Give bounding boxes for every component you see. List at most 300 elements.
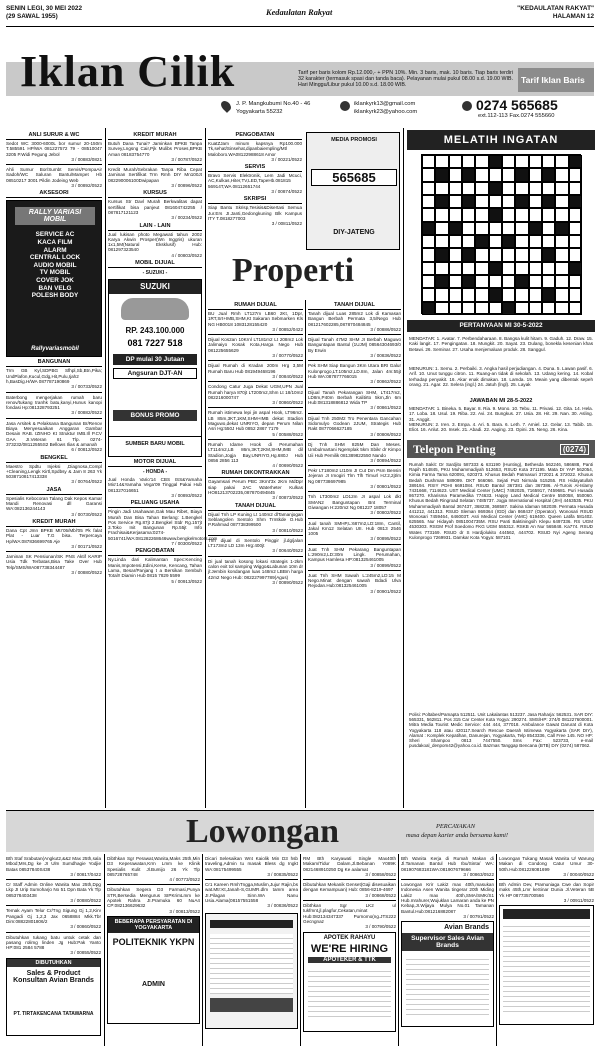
crossword-cell [475, 208, 488, 221]
crossword-cell [489, 275, 502, 288]
col-divider [202, 854, 203, 1046]
ad-code: 3 / 00858/0522 [365, 871, 396, 877]
lowongan-banner [6, 810, 594, 852]
crossword-cell [569, 288, 582, 301]
ad-code: 3 / 00836/0522 [370, 353, 401, 359]
section-subtitle: - HONDA - [142, 469, 168, 476]
crossword-cell [435, 248, 448, 261]
col-divider [403, 128, 404, 808]
crossword-cell [515, 168, 528, 181]
ad-code: 3 / 00817/0422 [70, 871, 101, 877]
ad-code: 3 / 00764/0522 [71, 479, 102, 485]
col-divider [305, 300, 306, 808]
crossword-cell [515, 195, 528, 208]
media-promosi-ad [306, 132, 400, 250]
classified-ad: Dibthkan Sgr LK2 ul tukfmnt,jl.plagfur,Cekatan,minat Hub:082134347337 Purnomo(ng.JTS222 Gecngnaz [303, 903, 396, 924]
crossword-cell [462, 235, 475, 248]
crossword-cell [502, 262, 515, 275]
crossword-cell [502, 195, 515, 208]
crossword-cell [569, 235, 582, 248]
ad-code: 3 / 00899/0522 [370, 562, 401, 568]
job-ad-box [205, 913, 298, 1029]
ad-code: 3 / 00171/0522 [71, 543, 102, 549]
page-header [6, 3, 594, 27]
classified-ad: Dijual Tnh 250M2 Tro Penentara Gancahan Sidomulyo Godean 2JUM, Strategis Hub Rakt 0877066627185 [308, 415, 401, 432]
ad-code: 3 / 00880/0522 [70, 898, 101, 904]
classified-ad: Bravo Servis Elektronik, Lem Jadi Mcuci, AC,Kulkas,Hiter,TV,LED,TapeHb.081815 56914T,WA 08112651744 [208, 173, 302, 189]
section-title: KURSUS [108, 190, 202, 198]
classified-ad: Jual lukisan photo Megawati tahun 2002 Karya Akwin Prosper(Wn Inggris) ukuran 1x1,5M(Natural Eksklusif) Hub: 081297323540 [108, 231, 202, 253]
column-2 [108, 130, 218, 808]
classified-ad: Dibutuhkan Mekanik Genset(Gaji disesuaikan dengan Kemampuan) Hub: 0856-8219-4697 [303, 882, 396, 893]
lowongan-title: Lowongan [186, 813, 340, 850]
crossword-cell [422, 262, 435, 275]
crossword-cell [422, 222, 435, 235]
crossword-cell [422, 155, 435, 168]
classified-ad: Dijual Kos2an 10Krnl LT181m2 Lt 208m2 Lok Jalimaiyo Kosak Kota,Harga Nego Hub 081225655629 [208, 337, 303, 353]
poltek-title: POLITEKNIK YKPN [112, 936, 195, 947]
tts-menurun: MENURUN: 1. Semu. 2. Perbaiki. 3. Angka hasil perjudiangan. 4. Duna. 5. Lawan pasif. 6. Arif. 10. Unut tunggu citron. 11. Ruang-an tidak di sekolah. 13. Udang kering. 14. Kobal terhadap penyakit. 16. Akar enak dimakan. 18. Lamda. 19. Meain yang dibentuk sepeh orang. 21. Agar. 22. Selera (ingl.) 24. Jatuh (lngl). 25. Layak [409, 366, 593, 387]
crossword-cell [529, 248, 542, 261]
suzuki-angsuran: Angsuran DJT-AN [113, 368, 197, 379]
crossword-cell [502, 155, 515, 168]
crossword-cell [435, 182, 448, 195]
classified-ad: Dibutuhkan Segera D3 Farmasi,Punya STR,Bersedia Mengurus SIPKrimLmm ke Apotek Rahra JI.Pramuka 60 NuA4 CP:082136629632 [107, 887, 200, 909]
classified-ad: Cr Staff Admin Online Wanita Max 25th,Dpg Lkp JI Urip Sumoharjo No 51 Dpn Bata Yk Tlp 085378403438 [6, 882, 101, 898]
avian-supervisor-ad [401, 921, 494, 1027]
classified-ad: Tanah dijual Luas 285m2 Lok di Kamasan Bangun Berbah Permata 3,5/Nego Hub 081217602285,087870484845 [308, 311, 401, 327]
crossword-cell [475, 195, 488, 208]
section-title: ANLI SURUR & WC [6, 132, 102, 140]
crossword-cell [529, 182, 542, 195]
classified-ad: Pek SHM Siap Bangun 3Km Utara BRI Galur Kulonprogo,LT.105m2,LD.8m, Jalan 4m:55jt Hub WA:087877766015 [308, 363, 401, 379]
section-title: RUMAH DIKONTRAKKAN [208, 470, 303, 478]
ad-code: 3 / 00868/0522 [365, 892, 396, 898]
crossword-cell [555, 155, 568, 168]
crossword-cell [542, 248, 555, 261]
ad-code: 3 / 00806/0522 [370, 431, 401, 437]
address-line-1: J. P. Mangkubumi No.40 - 46 [236, 101, 311, 107]
ad-code: 5 / 00913/0522 [171, 578, 202, 584]
suzuki-logo: SUZUKI [109, 280, 201, 294]
crossword-cell [529, 302, 542, 315]
crossword-cell [422, 275, 435, 288]
classified-ad: Lowongan Krir Laki2 max 40th,masukan Indonesia Asen Wanita tingerar 20th Miding Laki2 max 40th,SMA/SMK/S1 Hub.mrahurer,Wujuklan Lamaran anda ke PN Kebap,JI.Wijaya Mulya No.01 Tamanan Bantul.Hub:081216882087 [401, 882, 494, 914]
classified-ad: Kursus Str Davl Murah Berkwalitas dapat sertifikat bisa panjeut 081604742255 / 087817121123 [108, 199, 202, 215]
crossword-cell [489, 248, 502, 261]
classified-ad: Gayamsari Perum PBC 3Kmt'3x 2Km MdDpr siap pakai 2AC Waterheter Kulkas HO81213702235,087870494845 [208, 479, 303, 496]
section-title: PELUANG USAHA [108, 500, 202, 508]
issue-date: SENIN LEGI, 30 MEI 2022 [6, 5, 83, 12]
ad-code: 3 / 00840/0522 [272, 373, 303, 379]
classified-ad: Juat Tnh SHM Pekarang Banguntapan L:290m2,LD:30m Lingk. Perumahan, Kampus Hamlesa HP:081325461005 [308, 546, 401, 563]
apotek-name: APOTEK RAHAYU [323, 934, 376, 941]
ad-code: 3 / 00892/0522 [71, 183, 102, 189]
classified-ad: Dijual Tanah 47M2 SHM JI Berbah Maguwo Banguntapan Bantul (1UJM) 08564304693/0 By Erwin [308, 337, 401, 353]
ad-code: 3 / 00733/0522 [71, 384, 102, 390]
crossword-cell [569, 168, 582, 181]
crossword-cell [435, 288, 448, 301]
avian-brand: Avian Brands [444, 924, 489, 932]
banner-phone: 0274 565685 [476, 97, 558, 113]
crossword-cell [462, 195, 475, 208]
crossword-cell [462, 222, 475, 235]
crossword-cell [569, 182, 582, 195]
crossword-cell [502, 235, 515, 248]
avian-company: PT. TIRTAKENCANA TATAWARNA [13, 1010, 94, 1017]
classified-ad: Dj Tnh SHM 825M Dan Meses. Umbulmartani Ngemplak 5km Sbikr dr Kimpo Uii Hub Pemilik 081389822550 Nando [308, 441, 401, 458]
column-3 [208, 130, 302, 250]
crossword-cell [502, 182, 515, 195]
page-number: HALAMAN 12 [552, 13, 594, 20]
ad-code: 3 / 00882/0522 [71, 410, 102, 416]
crossword-cell [449, 262, 462, 275]
crossword-cell [435, 222, 448, 235]
crossword-cell [449, 208, 462, 221]
crossword-cell [489, 302, 502, 315]
ad-code: 3 / 00790/0522 [365, 924, 396, 930]
ad-code: 6 / 00812/0522 [71, 447, 102, 453]
classified-ad: Maestro Spdtu Injeksi ,Diagnosa,Compl +Cleaning,Lengk Kirtl,Spdbsy & Jam 8 263 Yk 5038710817413338 [6, 463, 102, 480]
crossword-cell [542, 288, 555, 301]
crossword-cell [515, 248, 528, 261]
ad-code: 3 / 00861/0522 [370, 405, 401, 411]
lowongan-tag2: masa depan karier anda bersama kami! [406, 832, 509, 839]
crossword-cell [449, 168, 462, 181]
ad-code: 3 / 00890/0522 [272, 579, 303, 585]
classified-ad: Pingin Jadi Usahawan,Gak Mau Ribet, Biaya Murah Dan Bisa Tahan Berlang: 1.Bengkel Pos Service Rg.87jt 2.Bengkel Stdr Rg.157jt 3.Toko Init Bangunan Rp.55jt Info Frachisai&Kerjasama:0274-5016741/WA:081282268646www.bengkelmotors.com [108, 509, 218, 541]
telepon-title: Telepon Penting [413, 442, 496, 456]
crossword-cell [529, 222, 542, 235]
section-subtitle: - SUZUKI - [142, 270, 168, 277]
crossword-cell [555, 168, 568, 181]
crossword-cell [502, 288, 515, 301]
crossword-cell [515, 275, 528, 288]
crossword-cell [449, 275, 462, 288]
crossword-cell [542, 182, 555, 195]
poltek-admin: ADMIN [142, 980, 165, 988]
crossword-cell [489, 195, 502, 208]
crossword-cell [489, 155, 502, 168]
crossword-cell [422, 288, 435, 301]
tts-subtitle: PERTANYAAN MI 30-5-2022 [407, 320, 595, 332]
ad-code: 3 / 00911/0522 [563, 898, 594, 904]
rally-logo: RALLY VARIASI MOBIL [15, 207, 95, 225]
classified-ad: Jasa Arsitek & Pelaksana Bangunan Br/Renov Biaya Menyesuaikan Anggaran Gambar Desain RAB. IZINHO Kt Struktur IMB.Ill P.CV GAA JI.Veteran 61 Tlp. 0274-373232/08112555S2 Bellows Ilias & amanah [6, 420, 102, 447]
classified-ad: Ahli Sumur Bor/Sumbt Servis/PompaAir Sadoh/WC Saluran Bantu/Mampet Hb 08510217 3001 Pildin Jodeing Web [6, 167, 102, 183]
classified-ad: Bth Wanita Kerja di Rumah Makan di Jl.Tamanan Bantul Hub Ibu/Sinta/ WA: 081907683181WA:081907679666 [401, 856, 494, 872]
col-divider [105, 128, 106, 808]
ad-code: 4 / 00690/0522 [272, 463, 303, 469]
crossword-cell [435, 208, 448, 221]
crossword-cell [515, 182, 528, 195]
crossword-cell [462, 262, 475, 275]
crossword-cell [542, 262, 555, 275]
poltek-sub: BEBERAPA PERSYARATAN DI YOGYAKARTA [108, 917, 199, 933]
crossword-cell [555, 302, 568, 315]
classified-ad: Bth Admin Dev, Pramuniaga Cwe dan Sopir maks 45th,Lmr keSinar Dunia Jl.Veteran 5B Yk HP 087735700566 [499, 882, 594, 898]
section-title: LAIN - LAIN [108, 223, 202, 231]
crossword-cell [422, 168, 435, 181]
ad-code: 3 / 00883/0821 [71, 156, 102, 162]
ad-code: 3 / 00836/0522 [267, 903, 298, 909]
classified-ad: Jual tanah SMHP,L:687m2,LD:18m, Cantil, Jakal Km12 Selatan UII. Hub 0813 2546 1005 [308, 520, 401, 537]
crossword-cell [529, 168, 542, 181]
rally-variasi-ad [6, 200, 102, 357]
classified-ad: Rumah Idame Hook di Perumahan LT114m2,LB 86m,3KT,2KM,SHM,IMB dil Stadion,Jogja Bay,UNRIYO,Hg.680J Hub 0856 2856 113 [208, 441, 303, 463]
hijri-date: (29 SAWAL 1955) [6, 13, 58, 20]
classified-ad: KuatZJam minum kapsnya Rp100.000 Tk,sehat/Sinsehat,dipanbaiempling/Mtl Maloboro.WA08122988618 Amor [208, 141, 302, 157]
classified-ad: Ny.Linda dari Kalimantan Spec:Kencing Manis,Impotensi,Edini,Kerse, Kencang, Tahan Lama, Besar/Panjang t a Bersikan Sembuh Total!! Diamin Hub 0815 7829 5599 [108, 557, 202, 579]
crossword-cell [449, 195, 462, 208]
ad-code: 3 / 00040/0522 [563, 871, 594, 877]
crossword-grid [421, 154, 581, 314]
avian-sub: DIBUTUHKAN [7, 959, 100, 967]
ad-code: 3 / 00221/0522 [271, 156, 302, 162]
section-title: TANAH DIJUAL [308, 302, 401, 310]
section-title: MOBIL DIJUAL [108, 260, 202, 268]
crossword-cell [569, 302, 582, 315]
crossword-cell [435, 155, 448, 168]
tts-section [407, 130, 595, 436]
crossword-cell [449, 302, 462, 315]
classified-ad: Dijual Tanah Pekarangan SHM, LT417m2, LD8m,P40m Berbah Kalitirto 5km,Jln 6m Hub:081318886812 Wida TP [308, 389, 401, 406]
section-title: JASA [6, 487, 102, 495]
crossword-cell [422, 208, 435, 221]
crossword-cell [449, 235, 462, 248]
crossword-cell [515, 208, 528, 221]
address-line-2: Yogyakarta 55232 [236, 109, 283, 115]
ad-code: 3 / 00863/0522 [463, 871, 494, 877]
ad-code: 3 / 00860/0522 [272, 400, 303, 406]
lowongan-col-4 [303, 856, 396, 1046]
col-divider [104, 854, 105, 1046]
classified-ad: Trm GB Kyl,SDPBG Sfhpl,Sb,Btn,Pika; UndPlafon,Kucul,Gdg,Hit,Pulu,Ijah2 h,BasDig.H/WA 087787190869 [6, 368, 102, 384]
crossword-cell [569, 275, 582, 288]
ad-code: 3 / 00234/0522 [171, 215, 202, 221]
crossword-cell [435, 235, 448, 248]
paper-name: "KEDAULATAN RAKYAT" [517, 5, 594, 12]
crossword-cell [555, 275, 568, 288]
ad-code: 3 / 00813/0522 [169, 908, 200, 914]
crossword-cell [515, 288, 528, 301]
crossword-cell [475, 288, 488, 301]
suzuki-phone: 081 7227 518 [127, 338, 183, 349]
ad-code: 3 / 00835/0522 [267, 871, 298, 877]
ad-code: 3 / 00893/0522 [171, 492, 202, 498]
car-image [121, 298, 189, 320]
ad-code: 7 / 00300/0522 [171, 541, 202, 547]
banner-ext: ext.112-113 Fax.0274 555660 [478, 113, 555, 119]
classified-ad: Tnh LT300m2 LD12m JI aspal Lok dkt SMAN2 Banguntapan Bnt Terminal Giwangan H:220m2 Ng 081227 18057 [308, 494, 401, 510]
ad-code: 3 / 00874/0522 [271, 189, 302, 195]
crossword-cell [529, 275, 542, 288]
ad-code: 3 / 00855/0522 [70, 950, 101, 956]
ad-code: 3 / 00730/0522 [71, 511, 102, 517]
crossword-cell [435, 168, 448, 181]
ad-code: 3 / 00810/0522 [272, 527, 303, 533]
crossword-cell [449, 155, 462, 168]
suzuki-dp: DP mulai 30 Jutaan [113, 354, 197, 365]
crossword-cell [435, 262, 448, 275]
crossword-cell [489, 222, 502, 235]
ad-code: 3 / 00640/0522 [272, 548, 303, 554]
crossword-cell [462, 155, 475, 168]
hiring-title: WE'RE HIRING [310, 942, 389, 955]
telepon-code: (0274) [560, 444, 589, 455]
ad-code: 3 / 00895/0522 [370, 536, 401, 542]
classified-ad: Jaminan SK Pensiunan/SK PNS Aktif KARIP Usia Tdk Terbatas,Bisa Take Over Hub Telp/SMS/WA087738344487 [6, 554, 102, 570]
section-title: PENGOBATAN [208, 132, 302, 140]
hiring-sub: APOTEKER & TTK [308, 957, 391, 963]
crossword-cell [475, 235, 488, 248]
media-title: MEDIA PROMOSI [331, 137, 377, 143]
crossword-cell [449, 248, 462, 261]
apotek-ad [303, 932, 396, 1032]
classified-ad: Di jual tanah kosong lokasi strategis 1-2km calon exit tol samping Wiggo&Labunan 10m dr jl:Jembin kondangan luas 148m2 LBBm harga 42m2 Nego Hub: 082227997789(Agus) [208, 558, 303, 580]
ad-code: 3 / 00873/0522 [272, 495, 303, 501]
avian-sales-ad [6, 958, 101, 1036]
address-pin-icon [219, 99, 233, 113]
classified-ad: Baterbong mengerjakan rumah baru renov/tukang tranhk batu,kanyi,Hunus kanopi fondasi Hp:081328793251 [6, 394, 102, 411]
ad-code: 4 / 00803/0522 [171, 252, 202, 258]
crossword-cell [569, 248, 582, 261]
section-title: BENGKEL [6, 455, 102, 463]
crossword-cell [489, 208, 502, 221]
crossword-cell [422, 182, 435, 195]
job-ad-box [499, 905, 594, 1025]
lowongan-col-3 [205, 856, 298, 1046]
classified-ad: Juat Tnh SHM Sawah L:245m2,LD:15 M Nego.Minat dengan sawah Bdadi Ulva Rejodan.Hub:081325461005 [308, 572, 401, 589]
suzuki-sumber: SUMBER BARU MOBIL [109, 436, 201, 447]
ad-code: 3 / 00791/0522 [463, 913, 494, 919]
suzuki-price: RP. 243.100.000 [125, 326, 185, 336]
crossword-cell [542, 302, 555, 315]
ad-code: 3 / 00852/0422 [272, 326, 303, 332]
crossword-cell [475, 262, 488, 275]
ad-code: 4 / 00773/0522 [169, 877, 200, 883]
crossword-cell [515, 155, 528, 168]
banner-tarif-text: Tarif per baris kolom Rp.12.000,- + PPN 10%. Min. 3 baris, mak. 10 baris. Tiap baris terdiri 32 karakter (termasuk spasi dan tanda baca). Pelayanan mulai pukul 08.00 s.d. 19.00 WIB. Hari Minggu/Libur pukul 10.00 s.d. 18.00 WIB. [298, 70, 513, 88]
crossword-cell [542, 222, 555, 235]
banner-title: Iklan Cilik [20, 47, 236, 96]
crossword-cell [542, 195, 555, 208]
classified-ad: Cr1 Kareen RmhTngga,Muslim,Jujur Rajin,bs wat.Mtr:Kt,Janah-S,GUMR.dlm tamm area JI.Pilagan Sinn.WA Nanu Usia.Alama(08157551558 [205, 882, 298, 904]
ad-code: 3 / 00896/0522 [171, 183, 202, 189]
crossword-cell [475, 248, 488, 261]
crossword-cell [569, 262, 582, 275]
crossword-cell [569, 208, 582, 221]
telepon-rumah-sakit: Rumah Sakit: Dr Sardjito 587333 & 631190 (Hunting), Bethesda 562246, 586688, Panti Rapih 514845, PKU Muhammadiyah 512653, RSUD Kota 371195. Mata Dr YAP 562054, Kimia Farma Tama 620091, 620373. Khusus Bedah Patmasuri 372021 & 372022. Khusus Bedah Dushman 589099. DKT 566066. Sejati Putt Nirmala 515255. RS Hidayatullah 389194. RSIY PDHI 6691084. RSUD Bantul 367381 dan 367386. Al-Turois Al-Islamy 7431668, 7114623. UST Medical Center (UMC) 7492025, 7165917, 7459681. Puri Husada 867270. Kharisma Paramedika 774633. Happy Land Medical Centre 550058, 550060. Khusus Bedah Ringroad Selatan 7485737. Jogja International Hospital (JIH) 4463535. PKU Muhammadiyah Bantul 367437, 368238, 368587. Sakina Idaman 582039. Permata Husada 441212, 441313. RSUD Sleman 869364 (IGD) dan 868437 (Operator). Wonosari RSUD Wonosari 7459464, 646003T. Asri Medical Center (AMC) 619400. Queen Latifa 581402. 625565. Nur Hidayah 0851004735M. RSU Panti Baktiningsih Klepu 6497336. RS UGM 4530303. RSGM Prof Soedomo FKG UGM 555312. RSKB An Nur 565848. Ka774. RSUD Wates 773169. RSUD dr S Hardjolukito 444562, 444702. RSUD Nyi Ageng Serang Kulonprogo 7269931. Damkar Kota Yogya: 587101 [409, 462, 593, 540]
section-title: MOTOR DIJUAL [108, 459, 202, 467]
crossword-cell [475, 155, 488, 168]
email-1[interactable]: iklankyrk13@gmail.com [354, 101, 416, 107]
crossword-cell [502, 275, 515, 288]
classified-ad: BU Jual Rmh LT127m LB60 2Kt, 1Dpr, 1RT,Srt+IMB,SHM,Kt Sakaran Sebmarken Kls NG HB0018 1083128155420 [208, 311, 303, 327]
media-sub: DIY-JATENG [333, 229, 375, 236]
crossword-cell [515, 222, 528, 235]
ad-code: 3 / 00894/0522 [370, 457, 401, 463]
col-divider [205, 128, 206, 808]
crossword-cell [542, 208, 555, 221]
crossword-cell [542, 235, 555, 248]
crossword-cell [555, 182, 568, 195]
crossword-cell [502, 302, 515, 315]
crossword-cell [462, 208, 475, 221]
tarif-label: Tarif Iklan Baris [521, 75, 585, 85]
properti-title: Properti [232, 252, 355, 289]
crossword-cell [422, 235, 435, 248]
crossword-cell [475, 182, 488, 195]
properti-col-a [208, 300, 303, 808]
classified-ad: Dijual Rumah di Kradan 200m Hrg 3,5M Rumah Baru Hub 081949468196 [208, 363, 303, 374]
ad-code: 3 / 00787/0522 [171, 156, 202, 162]
crossword-cell [422, 248, 435, 261]
lowongan-col-6 [499, 856, 594, 1046]
avian-supervisor-title: Supervisor Sales Avian Brands [402, 933, 493, 951]
crossword-cell [489, 182, 502, 195]
ad-code: 3 / 00801/0522 [370, 484, 401, 490]
classified-ad: Lowongan Tukang Masak Wanita U/ Warung Makan di Condong Catur Umur 30-50th.Hub:081226081699 [499, 856, 594, 872]
classified-ad: Pekr LT180m2 Lt10m JI Cut Dm Psm Bensin Jejeran JI Imogiri Tlm Tlh Timurl HJ:2,2jt/m Ng 087738697985 [308, 468, 401, 484]
crossword-cell [462, 248, 475, 261]
crossword-cell [555, 222, 568, 235]
col-divider [300, 854, 301, 1046]
classified-ad: Siap Bantu Skrisp,Tesisis&Disertasi Semua Jur.Ers JI.Janti,Gedongkuning Blk Kampus ITY T.0818277003 [208, 205, 302, 221]
tarif-label-box [518, 68, 594, 92]
classified-ad: Condong Catur Juga Dekat UGM,UPN Jual Rumah harya 870jt LT200m2,Shm Lt 18/10m2 082216000747 [208, 384, 303, 400]
crossword-cell [515, 262, 528, 275]
crossword-cell [475, 168, 488, 181]
crossword-cell [502, 248, 515, 261]
crossword-cell [569, 222, 582, 235]
crossword-cell [422, 302, 435, 315]
telepon-penting-section [407, 440, 595, 808]
ad-code: 3 / 00862/0522 [370, 379, 401, 385]
media-number: 565685 [311, 169, 397, 186]
email-2[interactable]: iklankyrk23@yahoo.com [354, 109, 418, 115]
crossword-cell [475, 275, 488, 288]
crossword-cell [555, 208, 568, 221]
section-title: SERVIS [208, 164, 302, 172]
classified-ad: Dibutuhkan tukang batu untuk cetak dan pasang rolimg linden Jg Hub:Pak Yanto HP:081 2584 5788 [6, 934, 101, 951]
classified-ad: Butuh Dana Tunai? Jaminkan BPKB Tanpa Survey,Lngsng Cair,Pjk Mulibs Proses,BPKB Aman 08183754770 [108, 141, 202, 157]
ad-code: 3 / 00770/0522 [272, 353, 303, 359]
tts-mendatar: MENDATAR: 1. Avatar. 7. Perbendaharaan. 8. Bangsa kulit hitam. 9. Gaduh. 12. Draw. 15. Kaki langit. 17. Pengingatan. 18. Mungkit. 20. Sayat. 23. Dulang, bonekla kesenian khas Betawi. 26. Seminar. 27. Usaha menjemaluan produk. 28. Sanggul. [409, 336, 593, 352]
email-icon [340, 101, 350, 111]
section-title: KREDIT MURAH [108, 132, 202, 140]
lowongan-col-5 [401, 856, 494, 1046]
tts-jawaban-menurun: MENURUN: 2. Iren. 3. Empa. 4. Ari. 5. Bara. 6. Leth. 7. Amiel. 12. Gelar. 13. Tabib. 15. Eliot. 16. Anlut. 20. Insek. 21. Abadi. 22. Aaging. 23. Opini. 25. Neng. 26. Kina. [409, 422, 593, 433]
crossword-cell [555, 235, 568, 248]
crossword-cell [449, 222, 462, 235]
crossword-cell [449, 288, 462, 301]
crossword-cell [449, 182, 462, 195]
classified-ad: Dana Cpt Jmn BPKB Mtr'05/Mbl'05 Pk falat Plat - Luar T.G bisa. Terpercaya Hp/WA:087836699765 Aje [6, 527, 102, 544]
crossword-cell [502, 208, 515, 221]
classified-ad: Rumah istimewa lepi jin aspal Hook, LT96m2. LB 85m,3KT,1KM,SHM+IMB dekat Stadion Maguwo,dekat UNRIYO, depan Perum Nilan Asri Hg:550J Hub 0852 2867 7179 [208, 410, 303, 432]
crossword-cell [555, 248, 568, 261]
ad-code: 3 / 00901/0522 [370, 588, 401, 594]
crossword-cell [462, 275, 475, 288]
crossword-cell [529, 208, 542, 221]
crossword-cell [502, 222, 515, 235]
section-title: KREDIT MURAH [6, 519, 102, 527]
crossword-cell [555, 288, 568, 301]
crossword-cell [555, 195, 568, 208]
lowongan-col-2 [107, 856, 200, 1046]
crossword-cell [529, 155, 542, 168]
